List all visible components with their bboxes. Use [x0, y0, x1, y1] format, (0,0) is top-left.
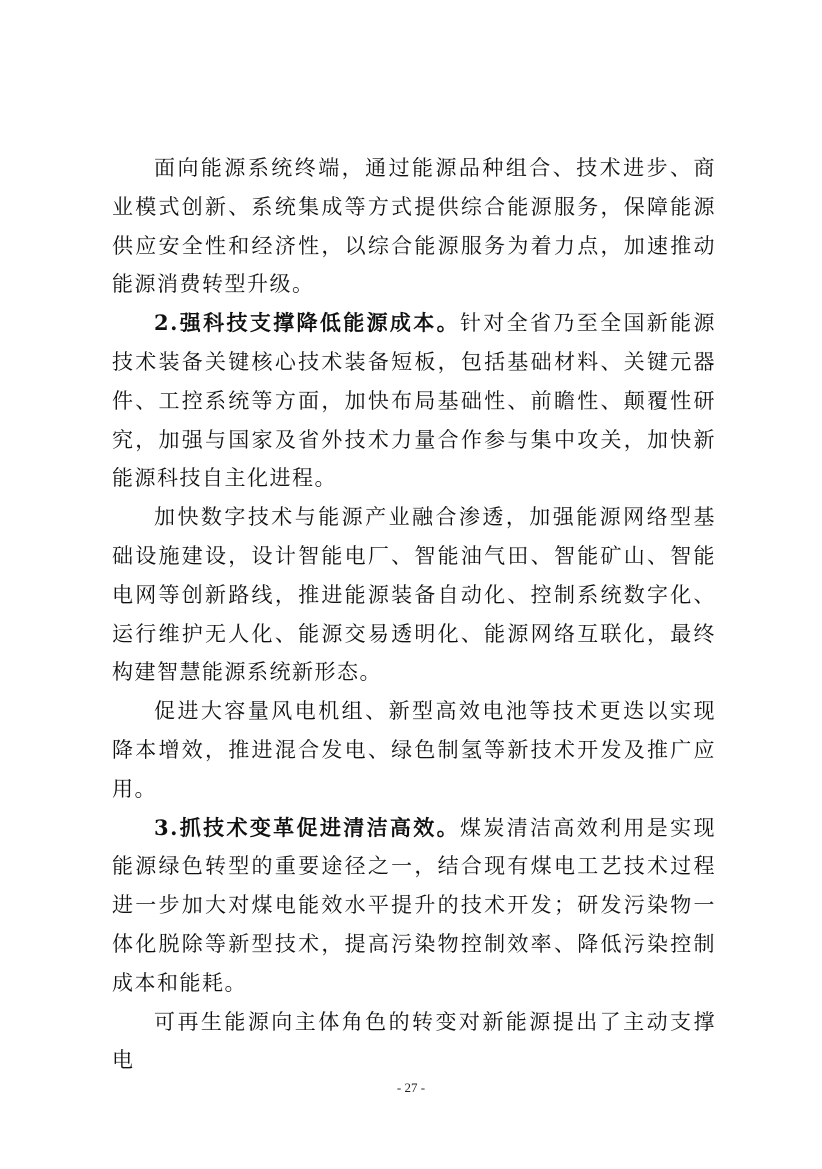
paragraph-6	[112, 1003, 716, 1081]
paragraph-6-text: 可再生能源向主体角色的转变对新能源提出了主动支撑电	[112, 1009, 716, 1073]
paragraph-4	[112, 692, 716, 808]
paragraph-5-text: 煤炭清洁高效利用是实现能源绿色转型的重要途径之一，结合现有煤电工艺技术过程进一步加大对煤电能效水平提升的技术开发；研发污染物一体化脱除等新型技术，提高污染物控制效率、降低污染控制成本和能耗。	[112, 815, 717, 995]
paragraph-5	[112, 809, 716, 1003]
paragraph-2	[112, 304, 716, 498]
paragraph-3	[112, 498, 716, 692]
section-heading-2: 2.强科技支撑降低能源成本。	[154, 310, 460, 336]
section-heading-3: 3.抓技术变革促进清洁高效。	[154, 814, 460, 840]
paragraph-2-text: 针对全省乃至全国新能源技术装备关键核心技术装备短板，包括基础材料、关键元器件、工控系统等方面，加快布局基础性、前瞻性、颠覆性研究，加强与国家及省外技术力量合作参与集中攻关，加快新能源科技自主化进程。	[112, 311, 717, 491]
paragraph-1	[112, 149, 716, 304]
body-text	[112, 149, 716, 1080]
paragraph-3-text: 加快数字技术与能源产业融合渗透，加强能源网络型基础设施建设，设计智能电厂、智能油气田、智能矿山、智能电网等创新路线，推进能源装备自动化、控制系统数字化、运行维护无人化、能源交易透明化、能源网络互联化，最终构建智慧能源系统新形态。	[112, 505, 716, 685]
page-number: - 27 -	[396, 1080, 426, 1095]
paragraph-4-text: 促进大容量风电机组、新型高效电池等技术更迭以实现降本增效，推进混合发电、绿色制氢等新技术开发及推广应用。	[112, 699, 716, 801]
paragraph-1-text: 面向能源系统终端，通过能源品种组合、技术进步、商业模式创新、系统集成等方式提供综合能源服务，保障能源供应安全性和经济性，以综合能源服务为着力点，加速推动能源消费转型升级。	[112, 156, 716, 297]
